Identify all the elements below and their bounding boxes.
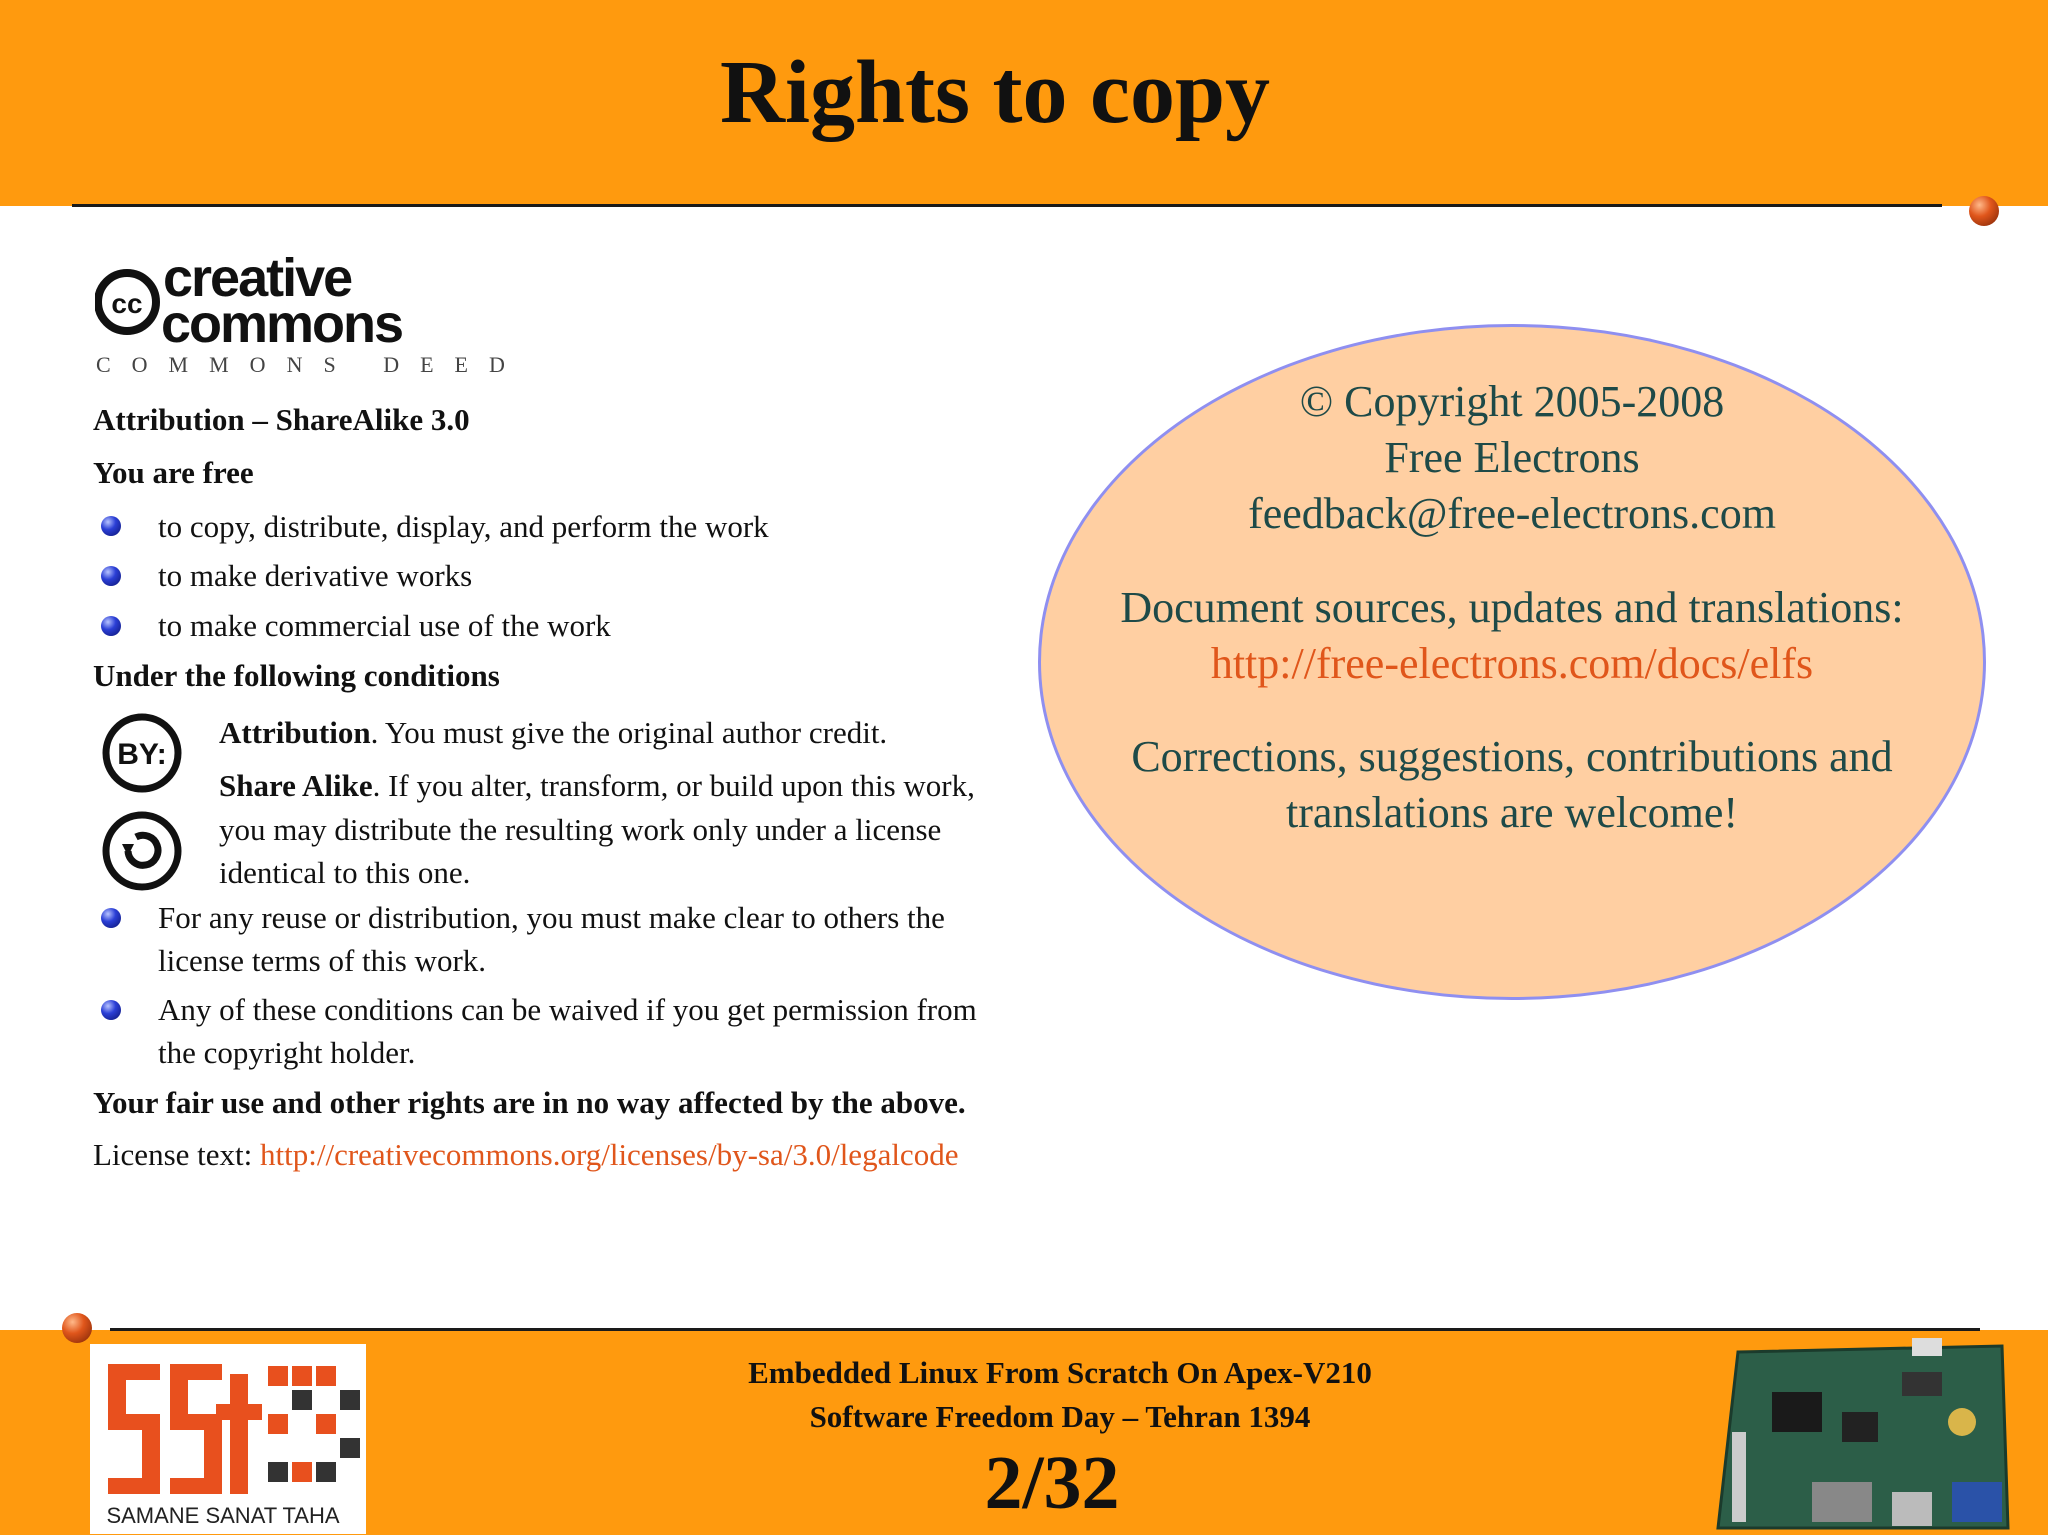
decor-ball-bottom-left: [62, 1313, 92, 1343]
footer-course-title: Embedded Linux From Scratch On Apex-V210: [748, 1355, 1372, 1390]
note-item-line1: For any reuse or distribution, you must make clear to others the: [158, 900, 945, 935]
share-alike-icon: [101, 810, 183, 892]
note-item-line1: Any of these conditions can be waived if you get permission from: [158, 992, 977, 1027]
cc-badge-text: cc: [111, 288, 143, 319]
sources-label: Document sources, updates and translations:: [1120, 583, 1904, 632]
share-alike-line2: you may distribute the resulting work only under a license: [219, 812, 942, 847]
note-item-line2: license terms of this work.: [158, 943, 487, 978]
attribution-term: Attribution: [219, 715, 371, 750]
bullet-icon: [101, 516, 121, 536]
page-number: 2/32: [984, 1441, 1120, 1525]
license-text-label: License text:: [93, 1137, 260, 1172]
share-alike-condition: [219, 764, 975, 807]
footer-event: Software Freedom Day – Tehran 1394: [809, 1399, 1311, 1434]
welcome-line2: translations are welcome!: [1285, 788, 1739, 837]
copyright-line: © Copyright 2005-2008: [1299, 377, 1725, 426]
welcome-line1: Corrections, suggestions, contributions and: [1131, 732, 1893, 781]
you-are-free-heading: You are free: [93, 455, 254, 490]
attribution-text: . You must give the original author credit.: [370, 715, 888, 750]
decor-ball-top-right: [1969, 196, 1999, 226]
bullet-icon: [101, 616, 121, 636]
bullet-icon: [101, 908, 121, 928]
feedback-email[interactable]: feedback@free-electrons.com: [1248, 489, 1776, 538]
copyright-owner: Free Electrons: [1384, 433, 1640, 482]
cc-logo-line2: commons: [161, 294, 403, 354]
header-divider: [72, 204, 1942, 207]
footer-divider: [110, 1328, 1980, 1331]
freedom-item: to make derivative works: [158, 558, 473, 593]
license-name: Attribution – ShareAlike 3.0: [93, 402, 470, 437]
attribution-by-icon: [101, 712, 183, 794]
note-item-line2: the copyright holder.: [158, 1035, 416, 1070]
share-alike-line3: identical to this one.: [219, 855, 471, 890]
freedom-item: to copy, distribute, display, and perform the work: [158, 509, 769, 544]
freedom-item: to make commercial use of the work: [158, 608, 611, 643]
bullet-icon: [101, 566, 121, 586]
sources-url-link[interactable]: http://free-electrons.com/docs/elfs: [1210, 639, 1814, 688]
apex-v210-board-image: [1712, 1332, 2012, 1532]
bullet-icon: [101, 1000, 121, 1020]
sst-logo-caption: SAMANE SANAT TAHA: [90, 1500, 356, 1532]
share-alike-term: Share Alike: [219, 768, 373, 803]
svg-text:BY:: BY:: [117, 738, 167, 771]
license-text-line: [93, 1135, 958, 1175]
license-url-link[interactable]: http://creativecommons.org/licenses/by-sa/3.0/legalcode: [260, 1137, 959, 1172]
fair-use-statement: Your fair use and other rights are in no way affected by the above.: [93, 1085, 966, 1120]
commons-deed-label: COMMONS DEED: [96, 352, 526, 377]
share-alike-line1: . If you alter, transform, or build upon this work,: [372, 768, 975, 803]
slide-title: Rights to copy: [719, 43, 1271, 142]
attribution-condition: [219, 711, 887, 754]
cc-logo-line1: creative: [163, 250, 352, 308]
conditions-heading: Under the following conditions: [93, 658, 500, 693]
